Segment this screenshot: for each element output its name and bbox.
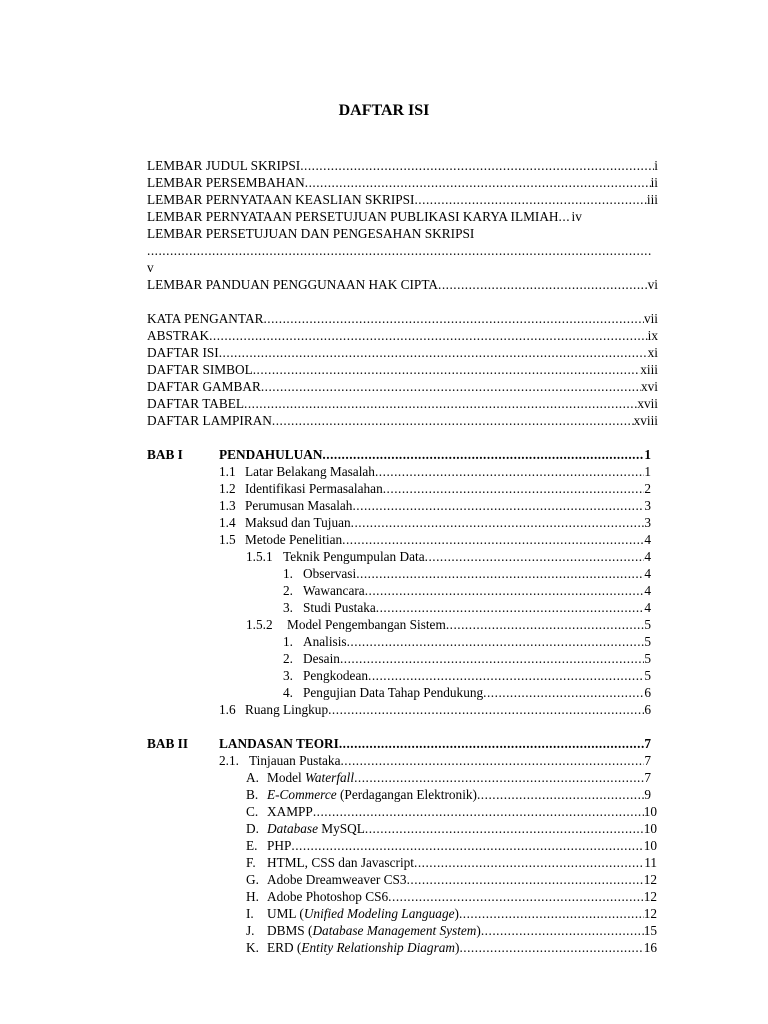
toc-entry-page: 16 — [643, 940, 657, 955]
toc-entry-page: vi — [647, 277, 658, 292]
toc-entry-2-1[interactable] — [219, 752, 651, 769]
section-number: 1.4 — [219, 515, 236, 530]
toc-entry-label: 4. Pengujian Data Tahap Pendukung — [283, 685, 484, 700]
leader-dots — [347, 633, 645, 650]
section-number: 1.2 — [219, 481, 236, 496]
leader-dots — [272, 412, 634, 429]
toc-entry-daftar-simbol[interactable] — [147, 361, 658, 378]
toc-entry-1-1[interactable] — [219, 463, 651, 480]
item-letter: H. — [246, 889, 259, 904]
item-number: 3. — [283, 600, 293, 615]
leader-dots — [291, 837, 643, 854]
section-number: 1.5 — [219, 532, 236, 547]
leader-dots — [559, 208, 569, 225]
leader-dots — [425, 548, 645, 565]
toc-entry-1-5-2[interactable] — [246, 616, 651, 633]
toc-entry-page: xvi — [641, 379, 658, 394]
toc-entry-page: 10 — [643, 821, 657, 836]
toc-entry-daftar-lampiran[interactable] — [147, 412, 658, 429]
toc-entry-label: G. Adobe Dreamweaver CS3 — [246, 872, 407, 887]
toc-entry-1-6[interactable] — [219, 701, 651, 718]
toc-entry-daftar-tabel[interactable] — [147, 395, 658, 412]
toc-entry-page: 9 — [644, 787, 651, 802]
leader-dots — [376, 599, 645, 616]
item-letter: C. — [246, 804, 259, 819]
leader-dots — [328, 701, 644, 718]
toc-entry-studi-pustaka[interactable] — [283, 599, 651, 616]
item-letter: E. — [246, 838, 258, 853]
toc-entry-page: 4 — [644, 583, 651, 598]
toc-entry-page: 1 — [644, 464, 651, 479]
toc-entry-page: 7 — [644, 736, 651, 751]
toc-entry-page: iv — [571, 209, 582, 224]
toc-entry-1-2[interactable] — [219, 480, 651, 497]
toc-entry-page: 5 — [644, 617, 651, 632]
toc-entry-label: LEMBAR PERSEMBAHAN — [147, 175, 305, 190]
toc-entry-page: 1 — [644, 447, 651, 462]
toc-entry-page: 12 — [643, 889, 657, 904]
toc-entry-observasi[interactable] — [283, 565, 651, 582]
leader-dots — [263, 310, 644, 327]
toc-entry-label: 1.6 Ruang Lingkup — [219, 702, 329, 717]
toc-chapter-landasan-teori[interactable] — [219, 735, 651, 752]
toc-entry-waterfall[interactable] — [246, 769, 651, 786]
toc-entry-hak-cipta[interactable] — [147, 276, 658, 293]
leader-dots — [383, 480, 645, 497]
toc-entry-lembar-persembahan[interactable] — [147, 174, 658, 191]
item-letter: G. — [246, 872, 259, 887]
chapter-number-bab-1: BAB I — [147, 447, 183, 462]
leader-dots — [375, 463, 644, 480]
section-number: 2.1. — [219, 753, 239, 768]
leader-dots — [147, 242, 651, 259]
toc-entry-lembar-judul[interactable] — [147, 157, 658, 174]
toc-entry-abstrak[interactable] — [147, 327, 658, 344]
leader-dots — [388, 888, 644, 905]
toc-entry-page: 6 — [644, 685, 651, 700]
leader-dots — [352, 497, 644, 514]
leader-dots — [244, 395, 637, 412]
item-number: 3. — [283, 668, 293, 683]
toc-entry-label: 3. Pengkodean — [283, 668, 368, 683]
leader-dots — [356, 565, 644, 582]
toc-entry-label: A. Model Waterfall — [246, 770, 355, 785]
item-number: 1. — [283, 566, 293, 581]
toc-entry-label: C. XAMPP — [246, 804, 313, 819]
toc-entry-uml[interactable] — [246, 905, 657, 922]
leader-dots — [322, 446, 644, 463]
toc-entry-1-5-1[interactable] — [246, 548, 651, 565]
toc-entry-label: 1.1 Latar Belakang Masalah — [219, 464, 375, 479]
toc-entry-label: DAFTAR TABEL — [147, 396, 244, 411]
toc-entry-label: 1. Observasi — [283, 566, 357, 581]
toc-entry-label: 1.5.2 Model Pengembangan Sistem — [246, 617, 446, 632]
toc-entry-analisis[interactable] — [283, 633, 651, 650]
toc-entry-page: 15 — [643, 923, 657, 938]
toc-entry-label: LEMBAR PANDUAN PENGGUNAAN HAK CIPTA — [147, 277, 438, 292]
toc-entry-label: PENDAHULUAN — [219, 447, 323, 462]
item-letter: F. — [246, 855, 256, 870]
toc-chapter-pendahuluan[interactable] — [219, 446, 651, 463]
toc-entry-page: i — [654, 158, 658, 173]
toc-entry-label: 1.5.1 Teknik Pengumpulan Data — [246, 549, 425, 564]
toc-entry-1-5[interactable] — [219, 531, 651, 548]
leader-dots — [340, 752, 644, 769]
leader-dots — [365, 820, 644, 837]
leader-dots — [300, 157, 654, 174]
toc-entry-label: LANDASAN TEORI — [219, 736, 339, 751]
toc-entry-pengkodean[interactable] — [283, 667, 651, 684]
leader-dots — [414, 854, 644, 871]
toc-entry-page: 5 — [644, 634, 651, 649]
toc-entry-page: 6 — [644, 702, 651, 717]
toc-entry-page: 5 — [644, 651, 651, 666]
item-letter: A. — [246, 770, 259, 785]
item-letter: J. — [246, 923, 255, 938]
toc-entry-page: xvii — [637, 396, 658, 411]
toc-entry-label: K. ERD (Entity Relationship Diagram) — [246, 940, 460, 955]
leader-dots — [339, 735, 645, 752]
toc-entry-dbms[interactable] — [246, 922, 657, 939]
leader-dots — [365, 582, 645, 599]
toc-entry-label: E. PHP — [246, 838, 292, 853]
item-letter: D. — [246, 821, 259, 836]
toc-entry-page: 4 — [644, 549, 651, 564]
section-number: 1.5.2 — [246, 617, 273, 632]
item-letter: K. — [246, 940, 259, 955]
toc-entry-page: 2 — [644, 481, 651, 496]
toc-entry-page: 10 — [643, 804, 657, 819]
leader-dots — [261, 378, 641, 395]
toc-entry-page: 7 — [644, 770, 651, 785]
toc-entry-page: 3 — [644, 515, 651, 530]
toc-entry-label: 1. Analisis — [283, 634, 347, 649]
toc-entry-erd[interactable] — [246, 939, 657, 956]
toc-entry-php[interactable] — [246, 837, 657, 854]
toc-entry-page: xi — [647, 345, 658, 360]
toc-entry-label: D. Database MySQL — [246, 821, 365, 836]
toc-entry-wawancara[interactable] — [283, 582, 651, 599]
toc-entry-page: 12 — [643, 872, 657, 887]
toc-entry-label: 1.4 Maksud dan Tujuan — [219, 515, 351, 530]
leader-dots — [368, 667, 644, 684]
toc-entry-label: LEMBAR PERNYATAAN PERSETUJUAN PUBLIKASI KARYA ILMIAH — [147, 209, 559, 224]
leader-dots — [414, 191, 646, 208]
toc-entry-label: LEMBAR JUDUL SKRIPSI — [147, 158, 301, 173]
toc-entry-label: 1.2 Identifikasi Permasalahan — [219, 481, 383, 496]
item-number: 1. — [283, 634, 293, 649]
toc-entry-page: 11 — [644, 855, 657, 870]
leader-dots — [459, 939, 643, 956]
leader-dots — [305, 174, 651, 191]
toc-entry-pengujian[interactable] — [283, 684, 651, 701]
toc-entry-page: iii — [646, 192, 658, 207]
toc-entry-desain[interactable] — [283, 650, 651, 667]
toc-entry-label: 2.1. Tinjauan Pustaka — [219, 753, 341, 768]
toc-entry-label: ABSTRAK — [147, 328, 210, 343]
item-number: 4. — [283, 685, 293, 700]
leader-dots — [446, 616, 645, 633]
toc-entry-mysql[interactable] — [246, 820, 657, 837]
toc-entry-label: 3. Studi Pustaka — [283, 600, 376, 615]
toc-entry-label: 2. Wawancara — [283, 583, 365, 598]
section-number: 1.5.1 — [246, 549, 273, 564]
toc-entry-ecommerce[interactable] — [246, 786, 651, 803]
section-number: 1.1 — [219, 464, 236, 479]
leader-dots — [459, 905, 644, 922]
toc-entry-page: 12 — [643, 906, 657, 921]
section-number: 1.3 — [219, 498, 236, 513]
toc-entry-label: I. UML (Unified Modeling Language) — [246, 906, 459, 921]
leader-dots — [354, 769, 644, 786]
toc-entry-page: 4 — [644, 532, 651, 547]
toc-entry-page: 7 — [644, 753, 651, 768]
leader-dots — [483, 684, 644, 701]
toc-entry-pengesahan-dots — [147, 242, 651, 259]
toc-entry-page: xviii — [633, 413, 658, 428]
toc-entry-page-pengesahan: v — [147, 260, 154, 275]
leader-dots — [209, 327, 648, 344]
toc-entry-label-pengesahan[interactable]: LEMBAR PERSETUJUAN DAN PENGESAHAN SKRIPSI — [147, 226, 475, 241]
toc-entry-page: xiii — [640, 362, 658, 377]
toc-entry-1-3[interactable] — [219, 497, 651, 514]
toc-entry-page: 5 — [644, 668, 651, 683]
toc-entry-label: F. HTML, CSS dan Javascript — [246, 855, 414, 870]
toc-entry-label: J. DBMS (Database Management System) — [246, 923, 481, 938]
item-number: 2. — [283, 651, 293, 666]
leader-dots — [481, 922, 644, 939]
item-letter: B. — [246, 787, 259, 802]
item-letter: I. — [246, 906, 254, 921]
toc-entry-label: H. Adobe Photoshop CS6 — [246, 889, 389, 904]
section-number: 1.6 — [219, 702, 236, 717]
toc-entry-page: 4 — [644, 566, 651, 581]
item-number: 2. — [283, 583, 293, 598]
toc-entry-daftar-gambar[interactable] — [147, 378, 658, 395]
chapter-number-bab-2: BAB II — [147, 736, 189, 751]
toc-entry-html-css-js[interactable] — [246, 854, 657, 871]
toc-entry-page: ii — [650, 175, 658, 190]
toc-entry-label: KATA PENGANTAR — [147, 311, 264, 326]
toc-entry-label: 1.3 Perumusan Masalah — [219, 498, 353, 513]
toc-entry-keaslian[interactable] — [147, 191, 658, 208]
toc-entry-label: DAFTAR SIMBOL — [147, 362, 253, 377]
toc-entry-publikasi[interactable] — [147, 208, 658, 225]
toc-entry-kata-pengantar[interactable] — [147, 310, 658, 327]
toc-entry-page: 3 — [644, 498, 651, 513]
toc-entry-label: 1.5 Metode Penelitian — [219, 532, 343, 547]
leader-dots — [342, 531, 644, 548]
leader-dots — [438, 276, 648, 293]
toc-entry-label: B. E-Commerce (Perdagangan Elektronik) — [246, 787, 477, 802]
leader-dots — [477, 786, 644, 803]
toc-entry-page: ix — [647, 328, 658, 343]
toc-entry-page: vii — [643, 311, 658, 326]
toc-entry-xampp[interactable] — [246, 803, 657, 820]
toc-entry-label: DAFTAR GAMBAR — [147, 379, 261, 394]
leader-dots — [313, 803, 644, 820]
leader-dots — [407, 871, 644, 888]
toc-entry-page: 4 — [644, 600, 651, 615]
toc-entry-label: DAFTAR ISI — [147, 345, 219, 360]
toc-entry-dreamweaver[interactable] — [246, 871, 657, 888]
page-title: DAFTAR ISI — [338, 102, 430, 119]
leader-dots — [340, 650, 644, 667]
toc-entry-daftar-isi[interactable] — [147, 344, 658, 361]
toc-entry-1-4[interactable] — [219, 514, 651, 531]
leader-dots — [351, 514, 645, 531]
leader-dots — [253, 361, 641, 378]
toc-entry-photoshop[interactable] — [246, 888, 657, 905]
toc-entry-label: DAFTAR LAMPIRAN — [147, 413, 272, 428]
toc-entry-label: 2. Desain — [283, 651, 340, 666]
leader-dots — [219, 344, 648, 361]
toc-entry-page: 10 — [643, 838, 657, 853]
toc-entry-label: LEMBAR PERNYATAAN KEASLIAN SKRIPSI — [147, 192, 415, 207]
